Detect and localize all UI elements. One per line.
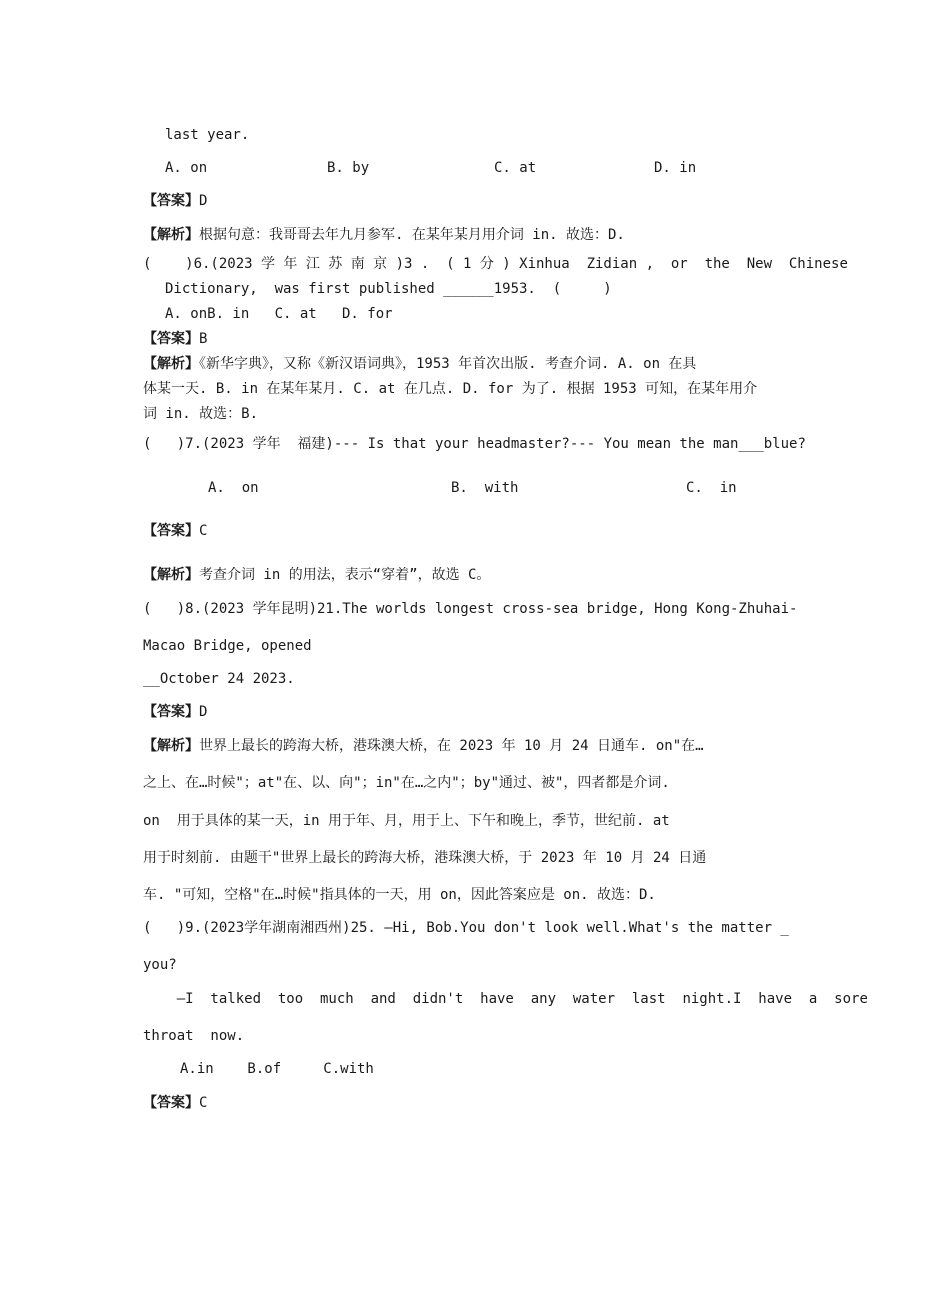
q8-analysis-line5: 车. "可知，空格"在…时候"指具体的一天，用 on，因此答案应是 on. 故选：D. xyxy=(143,887,656,903)
q8-stem-line3: __October 24 2023. xyxy=(143,671,295,687)
q9-options: A.in B.of C.with xyxy=(180,1061,374,1077)
q6-analysis-line3: 词 in. 故选：B. xyxy=(143,406,259,422)
q7-option-a: A. on xyxy=(208,480,259,496)
q8-analysis-text: 世界上最长的跨海大桥，港珠澳大桥，在 2023 年 10 月 24 日通车. on"在… xyxy=(199,738,704,754)
q9-stem-line2: you? xyxy=(143,957,177,973)
q7-analysis-text: 考查介词 in 的用法，表示“穿着”，故选 C。 xyxy=(199,567,491,583)
q5-option-a: A. on xyxy=(165,160,208,176)
answer-marker: 【答案】 xyxy=(143,523,199,539)
q7-answer-value: C xyxy=(199,523,208,539)
q9-stem-line1: ( )9.(2023学年湖南湘西州)25. —Hi, Bob.You don't look well.What's the matter _ xyxy=(143,920,789,936)
q6-analysis-text: 《新华字典》，又称《新汉语词典》，1953 年首次出版. 考查介词. A. on 在具 xyxy=(199,356,697,372)
q8-analysis-line2: 之上、在…时候"；at"在、以、向"；in"在…之内"；by"通过、被"，四者都是介词. xyxy=(143,775,670,791)
analysis-marker: 【解析】 xyxy=(143,738,199,754)
q7-answer xyxy=(143,521,207,541)
q7-stem: ( )7.(2023 学年 福建)--- Is that your headmaster?--- You mean the man___blue? xyxy=(143,436,806,452)
q6-analysis-line1 xyxy=(143,354,696,374)
q5-stem-continuation: last year. xyxy=(165,127,250,143)
q5-option-c: C. at xyxy=(494,160,537,176)
answer-marker: 【答案】 xyxy=(143,704,199,720)
answer-marker: 【答案】 xyxy=(143,193,199,209)
q7-option-b: B. with xyxy=(451,480,519,496)
q9-stem-line3: —I talked too much and didn't have any water last night.I have a sore xyxy=(143,991,868,1007)
q8-answer xyxy=(143,702,207,722)
q6-answer xyxy=(143,329,207,349)
analysis-marker: 【解析】 xyxy=(143,227,199,243)
q6-stem-line1: ( )6.(2023 学 年 江 苏 南 京 )3 . ( 1 分 ) Xinhua Zidian , or the New Chinese xyxy=(143,256,848,272)
q9-stem-line4: throat now. xyxy=(143,1028,245,1044)
q8-analysis-line3: on 用于具体的某一天，in 用于年、月，用于上、下午和晚上，季节，世纪前. at xyxy=(143,813,670,829)
q7-analysis xyxy=(143,565,490,585)
q6-analysis-line2: 体某一天. B. in 在某年某月. C. at 在几点. D. for 为了. 根据 1953 可知，在某年用介 xyxy=(143,381,758,397)
q8-stem-line1: ( )8.(2023 学年昆明)21.The worlds longest cross-sea bridge, Hong Kong-Zhuhai- xyxy=(143,601,798,617)
q8-answer-value: D xyxy=(199,704,208,720)
q5-option-d: D. in xyxy=(654,160,697,176)
answer-marker: 【答案】 xyxy=(143,1095,199,1111)
q5-analysis-text: 根据句意：我哥哥去年九月参军. 在某年某月用介词 in. 故选：D. xyxy=(199,227,625,243)
answer-marker: 【答案】 xyxy=(143,331,199,347)
q6-stem-line2: Dictionary, was first published ______1953. ( ) xyxy=(165,281,612,297)
q5-answer-value: D xyxy=(199,193,208,209)
q8-analysis-line1 xyxy=(143,736,704,756)
analysis-marker: 【解析】 xyxy=(143,356,199,372)
q6-options: A. onB. in C. at D. for xyxy=(165,306,393,322)
q9-answer xyxy=(143,1093,207,1113)
q9-answer-value: C xyxy=(199,1095,208,1111)
analysis-marker: 【解析】 xyxy=(143,567,199,583)
q7-option-c: C. in xyxy=(686,480,737,496)
q6-answer-value: B xyxy=(199,331,208,347)
q5-analysis xyxy=(143,225,625,245)
q8-stem-line2: Macao Bridge, opened xyxy=(143,638,312,654)
q8-analysis-line4: 用于时刻前. 由题干"世界上最长的跨海大桥，港珠澳大桥，于 2023 年 10 月 24 日通 xyxy=(143,850,707,866)
q5-answer xyxy=(143,191,207,211)
q5-option-b: B. by xyxy=(327,160,370,176)
